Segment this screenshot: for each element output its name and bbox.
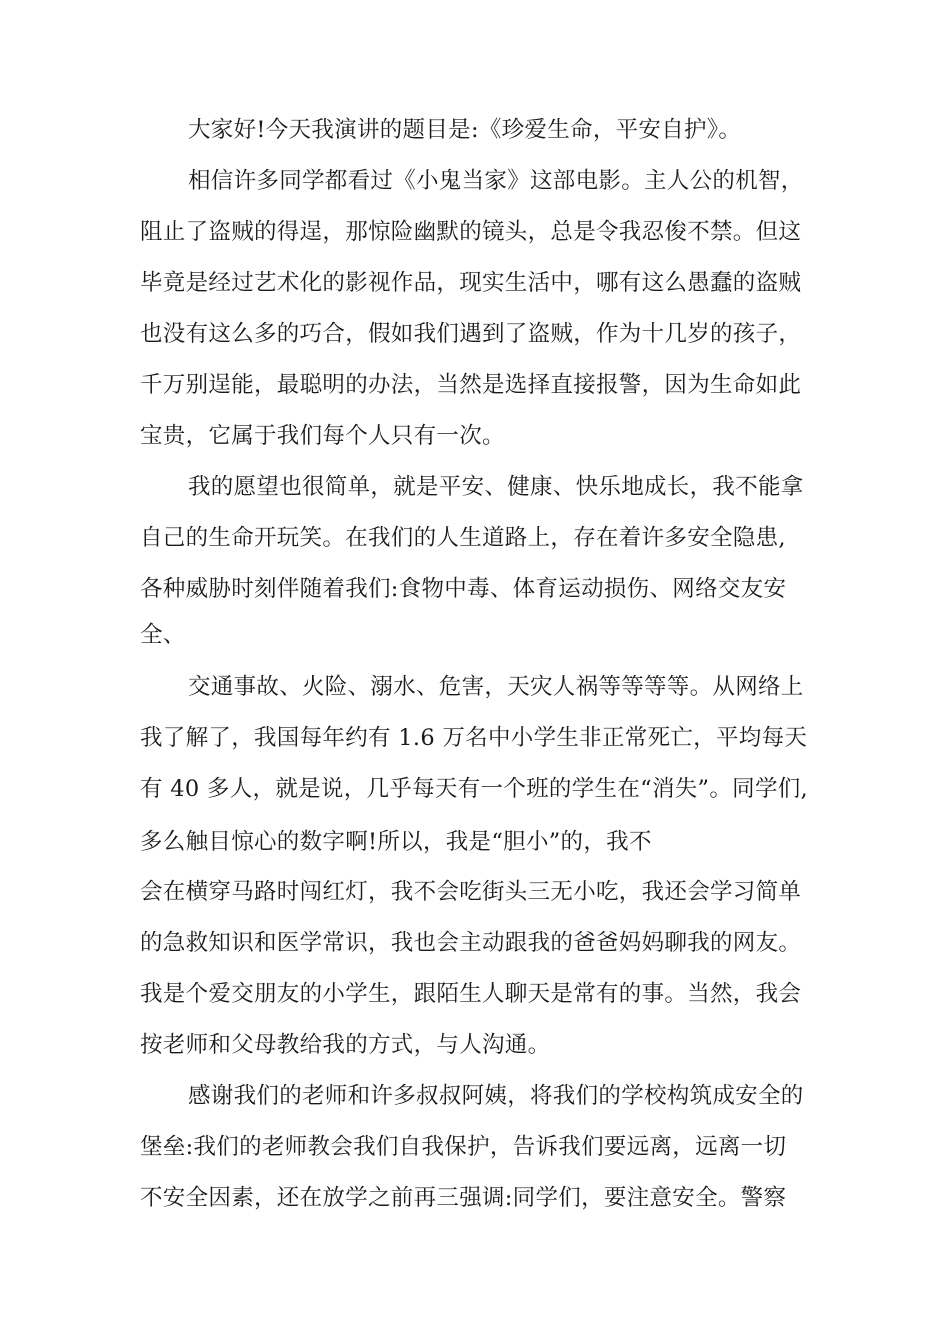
text-line: 阻止了盗贼的得逞，那惊险幽默的镜头，总是令我忍俊不禁。但这 bbox=[140, 219, 802, 245]
text-line: 按老师和父母教给我的方式，与人沟通。 bbox=[140, 1032, 551, 1058]
text-line: 堡垒:我们的老师教会我们自我保护，告诉我们要远离，远离一切 bbox=[140, 1134, 787, 1160]
text-line: 交通事故、火险、溺水、危害，天灾人祸等等等等。从网络上 bbox=[188, 674, 804, 700]
text-line: 也没有这么多的巧合，假如我们遇到了盗贼，作为十几岁的孩子， bbox=[140, 321, 802, 347]
text-line: 大家好!今天我演讲的题目是:《珍爱生命，平安自护》。 bbox=[188, 117, 742, 143]
text-line: 我的愿望也很简单，就是平安、健康、快乐地成长，我不能拿 bbox=[188, 474, 804, 500]
text-line: 感谢我们的老师和许多叔叔阿姨，将我们的学校构筑成安全的 bbox=[188, 1083, 804, 1109]
text-line: 宝贵，它属于我们每个人只有一次。 bbox=[140, 423, 505, 449]
text-line: 各种威胁时刻伴随着我们:食物中毒、体育运动损伤、网络交友安 bbox=[140, 576, 787, 602]
text-line: 千万别逞能，最聪明的办法，当然是选择直接报警，因为生命如此 bbox=[140, 372, 802, 398]
text-line: 多么触目惊心的数字啊!所以，我是“胆小”的，我不 bbox=[140, 829, 652, 855]
text-line: 的急救知识和医学常识，我也会主动跟我的爸爸妈妈聊我的网友。 bbox=[140, 930, 802, 956]
text-line: 会在横穿马路时闯红灯，我不会吃街头三无小吃，我还会学习简单 bbox=[140, 879, 802, 905]
text-line: 我是个爱交朋友的小学生，跟陌生人聊天是常有的事。当然，我会 bbox=[140, 981, 802, 1007]
text-line: 相信许多同学都看过《小鬼当家》这部电影。主人公的机智， bbox=[188, 168, 804, 194]
text-line: 自己的生命开玩笑。在我们的人生道路上，存在着许多安全隐患, bbox=[140, 525, 786, 551]
text-line: 我了解了，我国每年约有 1.6 万名中小学生非正常死亡，平均每天 bbox=[140, 725, 808, 751]
text-line: 有 40 多人，就是说，几乎每天有一个班的学生在“消失”。同学们, bbox=[140, 776, 808, 802]
text-line: 毕竟是经过艺术化的影视作品，现实生活中，哪有这么愚蠢的盗贼 bbox=[140, 270, 802, 296]
text-line: 全、 bbox=[140, 622, 186, 648]
text-line: 不安全因素，还在放学之前再三强调:同学们，要注意安全。警察 bbox=[140, 1185, 787, 1211]
